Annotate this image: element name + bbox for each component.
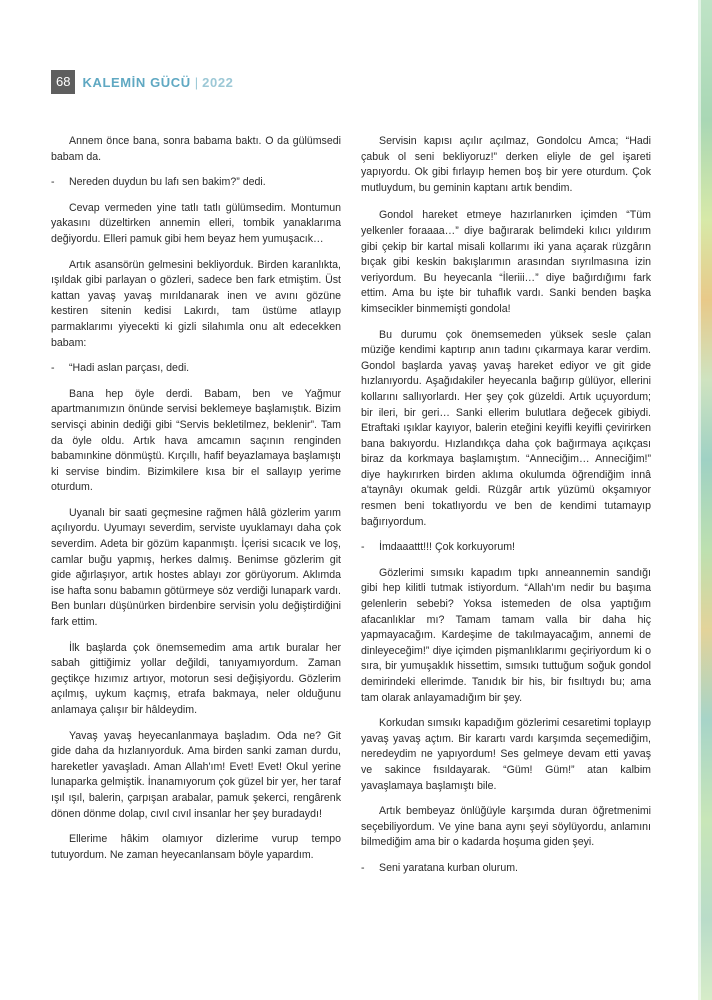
paragraph: Korkudan sımsıkı kapadığım gözlerimi cesaretimi toplayıp yavaş yavaş açtım. Bir karartı vardı karşımda seçemediğim, neredeydim ne yapıyordum! Ses gelmeye devam etti yavaş ve sakince fısıldayarak. “Güm! Güm!” atan kalbim yavaşlamaya başlamıştı bile. [361,717,651,792]
dialogue-line: - Seni yaratana kurban olurum. [361,861,651,877]
paragraph: Bu durumu çok önemsemeden yüksek sesle çalan müziğe kendimi kaptırıp anın tadını çıkarmaya karar verdim. Gondol başlarda yavaş yavaş hareket ediyor ve git gide hızlanıyordu. Aşağıdakiler heyecanla bağırıp gülüyor, ellerini kollarını sallıyorlardı. Her şey çok güzeldi. Artık uçuyordum; bir ileri, bir geri… Sanki ellerim bulutlara değecek gibiydi. Etraftaki ışıklar kayıyor, balerin eteğini keyifli keyifli çevirirken bana bakıyordu. Hızlandıkça daha çok bağırmaya açıkçası biraz da korkmaya başlamıştım. “Anneciğim… Anneciğim!” diye haykırırken birden aklıma okulumda öğrendiğim innâ a'taynâyı okumak geldi. Rüzgâr artık yüzümü okşamıyor resmen beni tokatlıyordu ve ben de kendimi tutamayıp bağırıyordum. [361,328,651,528]
paragraph: Ellerime hâkim olamıyor dizlerime vurup tempo tutuyordum. Ne zaman heyecanlansam böyle yapardım. [51,833,341,861]
paragraph: Cevap vermeden yine tatlı tatlı gülümsedim. Montumun yakasını düzeltirken annemin elleri, tombik yanaklarıma değiyordu. Elleri pamuk gibi hem beyaz hem yumuşacık… [51,201,341,245]
right-text-column [361,134,651,887]
dialogue-line: - “Hadi aslan parçası, dedi. [51,361,341,377]
paragraph: İlk başlarda çok önemsemedim ama artık buralar her sabah gittiğimiz yollar değildi, tanıyamıyordum. Zaman geçtikçe hızımız artıyor, motorun sesi değişiyordu. Gözlerim açılmış, uykum kaçmış, etrafa bakmaya, neler olduğunu anlamaya çalışır bir hâldeydim. [51,641,341,716]
paragraph: Artık asansörün gelmesini bekliyorduk. Birden karanlıkta, ışıldak gibi parlayan o gözleri, sadece ben fark etmiştim. Üst kattan yavaş yavaş mırıldanarak inen ve avını gözüne kestiren sitenin kedisi Lakırdı, tam üstüme atlayıp parmaklarımı yiyecekti ki gizli silahımla onu alt edecekken babam: [51,258,341,349]
magazine-title: KALEMİN GÜCÜ [82,74,191,90]
dialogue-line: - İmdaaattt!!! Çok korkuyorum! [361,540,651,556]
paragraph: Gondol hareket etmeye hazırlanırken içimden “Tüm yelkenler foraaaa…” diye bağırarak belimdeki kılıcı yıldırım gibi çekip bir kartal misali kollarımı iki yana açarak rüzgârın bıçak gibi keskin bakışlarımın arasından sıyrılmasına izin veriyordum. Bu heyecanla “İleriii…” diye bağırdığımı fark ettim. Ama bu işte bir tuhaflık vardı. Sanki benden başka kimsecikler binmemişti gondola! [361,209,651,315]
page-number: 68 [51,70,75,94]
paragraph: Gözlerimi sımsıkı kapadım tıpkı anneannemin sandığı gibi hep kilitli tutmak istiyordum. “Allah'ım nedir bu başıma gelenlerin sebebi? Yoksa istemeden de olsa yaptığım afacanlıklar mı? Tamam tamam valla bir daha hiç yapmayacağım. Kardeşime de takılmayacağım, annemi de dinleyeceğim!” diye içimden pişmanlıklarımı geçiriyordum ki o sıra, bir yumuşaklık hissettim, sımsıkı tuttuğum soğuk gondol demirindeki ellerimde. Tanıdık bir his, bir fısıltıydı bu; ama tam olarak anlayamadığım bir şey. [361,566,651,704]
page-header [51,70,234,94]
magazine-year: 2022 [202,74,234,90]
paragraph: Annem önce bana, sonra babama baktı. O da gülümsedi babam da. [51,135,341,163]
left-text-column [51,134,341,873]
paragraph: Yavaş yavaş heyecanlanmaya başladım. Oda ne? Git gide daha da hızlanıyorduk. Ama birden sanki zaman durdu, hareketler yavaşladı. Aman Allah'ım! Evet! Evet! Okul yerine lunaparka gelmiştik. İnanamıyorum çok güzel bir yer, her taraf ışıl ışıl, balerin, çarpışan arabalar, pamuk şekerci, rengârenk dönen dönme dolap, cıvıl cıvıl insanlar her şey buradaydı! [51,729,341,820]
paragraph: Servisin kapısı açılır açılmaz, Gondolcu Amca; “Hadi çabuk ol seni bekliyoruz!” derken eliyle de gel işareti yapıyordu. Ok gibi fırlayıp hemen boş bir yere oturdum. Çok mutluydum, bu geminin kaptanı artık bendim. [361,135,651,194]
paragraph: Artık bembeyaz önlüğüyle karşımda duran öğretmenimi seçebiliyordum. Ve yine bana aynı şeyi söylüyordu, anlamını bilmediğim ama bir o kadarda hoşuma giden şeyi. [361,805,651,849]
dialogue-line: - Nereden duydun bu lafı sen bakim?” dedi. [51,175,341,191]
paragraph: Bana hep öyle derdi. Babam, ben ve Yağmur apartmanımızın önünde servisi beklemeye başlamıştık. Bizim servisçi abinin dediği gibi “Servis bekletilmez, beklenir”. Tam da öyle oldu. Artık hava amcamın saçının renginden babamınkine dönmüştü. Kırçıllı, hafif beyazlamaya başlamıştı ki servise bindim. Bizimkilere kısa bir el sallayıp yerime oturdum. [51,387,341,494]
decorative-edge-illustration [698,0,712,1000]
header-separator: | [194,74,199,90]
paragraph: Uyanalı bir saati geçmesine rağmen hâlâ gözlerim yarım açılıyordu. Uyumayı severdim, serviste uyuklamayı daha çok severdim. Adeta bir gözüm kapanmıştı. İçerisi sıcacık ve loş, camlar buğu yapmış, herkes dalmış. Benimse gözlerim git gide ağırlaşıyor, artık hostes ablayı zor görüyorum. Aklımda ise hafta sonu babamın götürmeye söz verdiği lunapark vardı. Ben bunları düşünürken birdenbire servisin yolu değiştirdiğini fark ettim. [51,506,341,629]
